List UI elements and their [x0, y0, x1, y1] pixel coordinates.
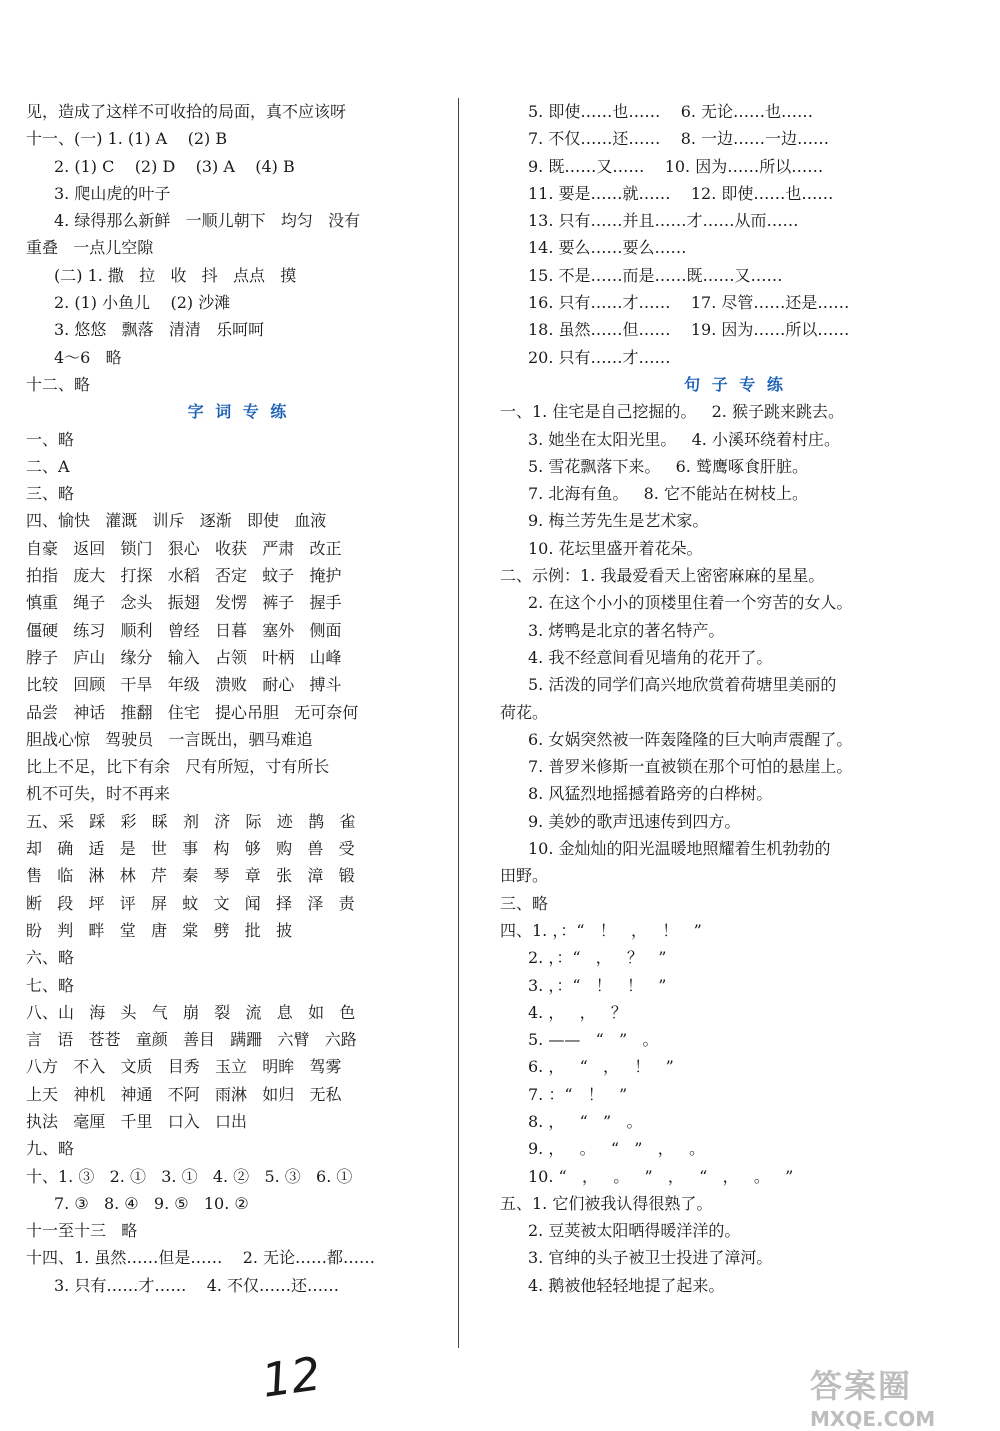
answer-line: 盼 判 畔 堂 唐 棠 劈 批 披: [26, 920, 293, 940]
answer-line: 胆战心惊 驾驶员 一言既出，驷马难追: [26, 729, 313, 749]
answer-line: 荷花。: [500, 702, 549, 722]
answer-line: 5. 活泼的同学们高兴地欣赏着荷塘里美丽的: [528, 675, 837, 695]
answer-line: 3. ，：“ ！ ！ ”: [528, 975, 667, 995]
answer-line: 3. 悠悠 飘落 清清 乐呵呵: [54, 320, 265, 340]
answer-line: 18. 虽然……但…… 19. 因为……所以……: [528, 320, 850, 340]
answer-line: 十一至十三 略: [26, 1221, 138, 1241]
answer-line: 见，造成了这样不可收拾的局面，真不应该呀: [26, 102, 347, 121]
answer-line: 2. ，：“ ， ？ ”: [528, 948, 667, 968]
answer-line: 慎重 绳子 念头 振翅 发愣 裤子 握手: [26, 593, 342, 613]
watermark-site: MXQE.COM: [810, 1407, 936, 1431]
answer-line: 9. 美妙的歌声迅速传到四方。: [528, 811, 741, 831]
answer-line: 10. 金灿灿的阳光温暖地照耀着生机勃勃的: [528, 839, 831, 859]
answer-line: 四、愉快 灌溉 训斥 逐渐 即使 血液: [26, 511, 327, 531]
answer-line: 7. 不仅……还…… 8. 一边……一边……: [528, 129, 830, 149]
answer-line: 十一、(一) 1. (1) A (2) B: [26, 129, 228, 149]
answer-line: 六、略: [26, 948, 75, 968]
answer-line: 8. ， “ ” 。: [528, 1111, 643, 1131]
page-number: 12: [258, 1346, 325, 1408]
answer-line: 6. ， “ ， ！ ”: [528, 1057, 674, 1077]
answer-line: 二、示例：1. 我最爱看天上密密麻麻的星星。: [500, 566, 825, 586]
answer-line: 拍指 庞大 打探 水稻 否定 蚊子 掩护: [26, 566, 342, 586]
answer-line: 上天 神机 神通 不阿 雨淋 如归 无私: [26, 1084, 342, 1104]
answer-line: 三、略: [500, 893, 549, 913]
answer-line: 15. 不是……而是……既……又……: [528, 265, 783, 285]
answer-line: 7. ③ 8. ④ 9. ⑤ 10. ②: [54, 1193, 249, 1213]
answer-line: 脖子 庐山 缘分 输入 占领 叶柄 山峰: [26, 647, 342, 667]
answer-line: 16. 只有……才…… 17. 尽管……还是……: [528, 293, 850, 313]
answer-line: 2. 豆荚被太阳晒得暖洋洋的。: [528, 1221, 741, 1241]
answer-line: 比上不足，比下有余 尺有所短，寸有所长: [26, 757, 330, 777]
answer-line: 9. 梅兰芳先生是艺术家。: [528, 511, 709, 531]
answer-line: 4. 我不经意间看见墙角的花开了。: [528, 647, 773, 667]
watermark-title: 答案圈: [810, 1367, 913, 1405]
answer-line: 5. 雪花飘落下来。 6. 鹫鹰啄食肝脏。: [528, 456, 808, 476]
answer-line: 自豪 返回 锁门 狠心 收获 严肃 改正: [26, 538, 342, 558]
answer-line: 八方 不入 文质 目秀 玉立 明眸 驾雾: [26, 1057, 342, 1077]
answer-line: 4. 绿得那么新鲜 一顺儿朝下 均匀 没有: [54, 211, 361, 231]
right-column: [500, 98, 970, 1299]
answer-line: 6. 女娲突然被一阵轰隆隆的巨大响声震醒了。: [528, 729, 853, 749]
answer-line: 9. ， 。 “ ” ， 。: [528, 1139, 706, 1159]
answer-line: 四、1. ，：“ ！ ， ！ ”: [500, 920, 702, 940]
answer-line: 2. 在这个小小的顶楼里住着一个穷苦的女人。: [528, 593, 853, 613]
answer-line: 3. 烤鸭是北京的著名特产。: [528, 620, 725, 640]
answer-line: 3. 她坐在太阳光里。 4. 小溪环绕着村庄。: [528, 429, 840, 449]
answer-line: 执法 毫厘 千里 口入 口出: [26, 1111, 248, 1131]
answer-line: 五、采 踩 彩 睬 剂 济 际 迹 鹊 雀: [26, 811, 356, 831]
watermark-logo: [810, 1361, 980, 1431]
answer-line: 7. 北海有鱼。 8. 它不能站在树枝上。: [528, 484, 808, 504]
left-column: [26, 98, 451, 1299]
answer-line: 8. 风猛烈地摇撼着路旁的白桦树。: [528, 784, 773, 804]
answer-line: 2. (1) C (2) D (3) A (4) B: [54, 156, 295, 176]
answer-line: 十二、略: [26, 374, 91, 394]
answer-line: 田野。: [500, 866, 549, 886]
answer-line: 却 确 适 是 世 事 构 够 购 兽 受: [26, 839, 355, 859]
answer-line: 一、略: [26, 429, 75, 449]
answer-line: 七、略: [26, 975, 75, 995]
answer-line: 九、略: [26, 1139, 75, 1159]
answer-line: 机不可失，时不再来: [26, 784, 171, 804]
answer-line: 比较 回顾 干旱 年级 溃败 耐心 搏斗: [26, 675, 342, 695]
answer-line: 十四、1. 虽然……但是…… 2. 无论……都……: [26, 1248, 376, 1268]
answer-line: 10. 花坛里盛开着花朵。: [528, 538, 703, 558]
answer-line: (二) 1. 撒 拉 收 抖 点点 摸: [54, 265, 297, 285]
answer-line: 3. 官绅的头子被卫士投进了漳河。: [528, 1248, 773, 1268]
answer-line: 3. 爬山虎的叶子: [54, 183, 171, 203]
section-heading: 字 词 专 练: [187, 402, 290, 422]
section-heading: 句 子 专 练: [684, 374, 786, 394]
column-divider: [458, 98, 459, 1348]
answer-line: 4. ， ， ？: [528, 1002, 627, 1022]
answer-line: 一、1. 住宅是自己挖掘的。 2. 猴子跳来跳去。: [500, 402, 844, 422]
answer-line: 五、1. 它们被我认得很熟了。: [500, 1193, 713, 1213]
answer-line: 言 语 苍苍 童颜 善目 蹒跚 六臂 六路: [26, 1030, 357, 1050]
answer-line: 5. —— “ ” 。: [528, 1030, 659, 1050]
answer-line: 八、山 海 头 气 崩 裂 流 息 如 色: [26, 1002, 356, 1022]
answer-line: 5. 即使……也…… 6. 无论……也……: [528, 102, 814, 121]
answer-line: 2. (1) 小鱼儿 (2) 沙滩: [54, 293, 231, 313]
answer-line: 品尝 神话 推翻 住宅 提心吊胆 无可奈何: [26, 702, 359, 722]
answer-line: 13. 只有……并且……才……从而……: [528, 211, 799, 231]
answer-line: 10. “ ， 。 ” ， “ ， 。 ”: [528, 1166, 794, 1186]
answer-line: 7. 普罗米修斯一直被锁在那个可怕的悬崖上。: [528, 757, 853, 777]
answer-line: 售 临 淋 林 芹 秦 琴 章 张 漳 锻: [26, 866, 355, 886]
answer-line: 7. ：“ ！ ”: [528, 1084, 628, 1104]
answer-line: 11. 要是……就…… 12. 即使……也……: [528, 183, 834, 203]
answer-line: 三、略: [26, 484, 75, 504]
answer-line: 20. 只有……才……: [528, 347, 671, 367]
answer-line: 14. 要么……要么……: [528, 238, 687, 258]
answer-line: 十、1. ③ 2. ① 3. ① 4. ② 5. ③ 6. ①: [26, 1166, 353, 1186]
answer-line: 3. 只有……才…… 4. 不仅……还……: [54, 1275, 340, 1295]
answer-line: 4. 鹅被他轻轻地提了起来。: [528, 1275, 725, 1295]
answer-line: 僵硬 练习 顺利 曾经 日暮 塞外 侧面: [26, 620, 342, 640]
answer-line: 4～6 略: [54, 347, 122, 367]
answer-line: 断 段 坪 评 屏 蚊 文 闻 择 泽 责: [26, 893, 355, 913]
answer-line: 9. 既……又…… 10. 因为……所以……: [528, 156, 824, 176]
answer-line: 重叠 一点儿空隙: [26, 238, 154, 258]
answer-line: 二、A: [26, 456, 70, 476]
